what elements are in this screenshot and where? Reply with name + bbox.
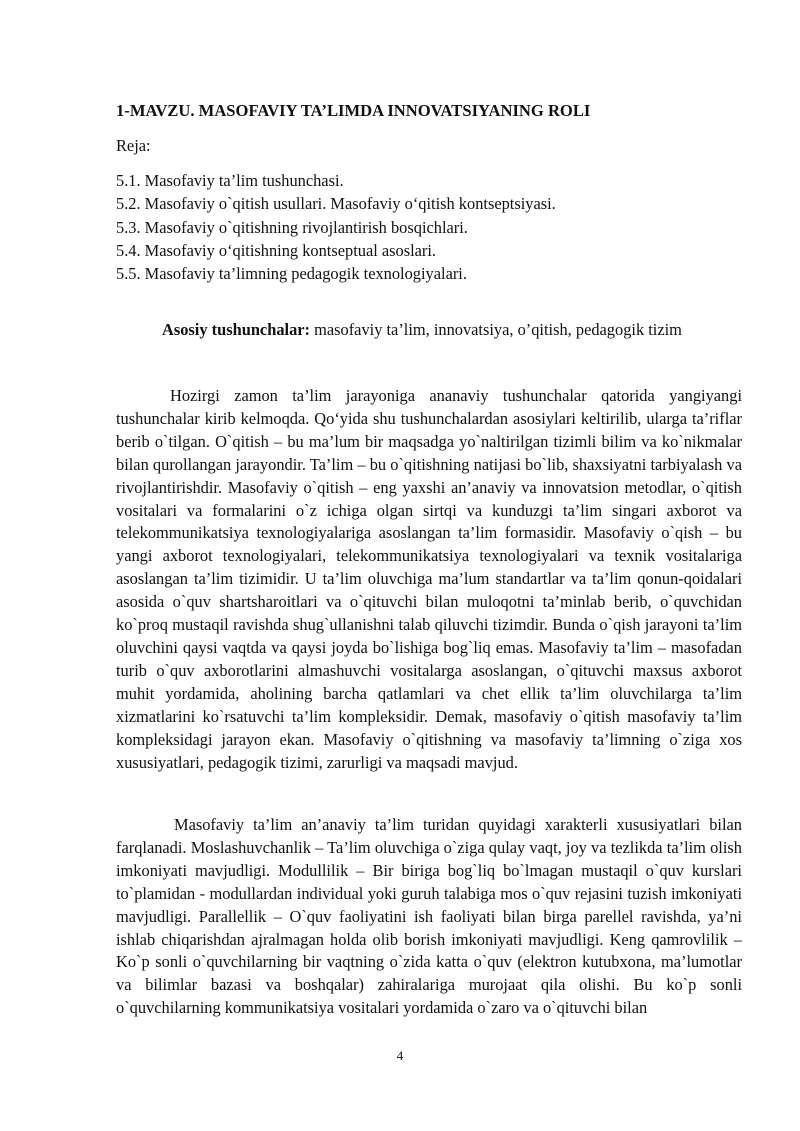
plan-item: 5.1. Masofaviy ta’lim tushunchasi. [116,171,344,190]
plan-item: 5.3. Masofaviy o`qitishning rivojlantirish bosqichlari. [116,217,468,237]
basic-concepts-text: masofaviy ta’lim, innovatsiya, o’qitish, pedagogik tizim [310,320,682,339]
plan-heading: Reja: [116,136,151,155]
body-paragraph-1: Hozirgi zamon ta’lim jarayoniga ananaviy tushunchalar qatorida yangiyangi tushunchalar kirib kelmoqda. Qo‘yida shu tushunchalardan asosiylari keltirilib, ularga ta’riflar berib o`tilgan. O`qitish – bu ma’lum bir maqsadga yo`naltirilgan tizimli bilim va ko`nikmalar bilan qurollangan jarayondir. Ta’lim – bu o`qitishning natijasi bo`lib, shaxsiyatni tarbiyalash va rivojlantirishdir. Masofaviy o`qitish – eng yaxshi an’anaviy va innovatsion metodlar, o`qitish vositalari va formalarini o`z ichiga olgan sirtqi va kunduzgi ta’lim singari axborot va telekommunikatsiya texnologiyalariga asoslangan ta’lim formasidir. Masofaviy o`qish – bu yangi axborot texnologiyalari, telekommunikatsiya texnologiyalari va texnik vositalariga asoslangan ta’lim tizimidir. U ta’lim oluvchiga ma’lum standartlar va ta’lim qonun-qoidalari asosida o`quv shartsharoitlari va o`qituvchi bilan muloqotni ta’minlab berib, o`quvchidan ko`proq mustaqil ravishda shug`ullanishni talab qiluvchi tizimdir. Bunda o`qish jarayoni ta’lim oluvchini qaysi vaqtda va qaysi joyda bo`lishiga bog`liq emas. Masofaviy ta’lim – masofadan turib o`quv axborotlarini almashuvchi vositalarga asoslangan, o`qituvchi maxsus axborot muhit yordamida, aholining barcha qatlamlari va chet ellik ta’lim oluvchilarga ta’lim xizmatlarini ko`rsatuvchi ta’lim kompleksidir. Demak, masofaviy o`qitish masofaviy ta’lim kompleksidagi jarayon ekan. Masofaviy o`qitishning va masofaviy ta’limning o`ziga xos xususiyatlari, pedagogik tizimi, zarurligi va maqsadi mavjud. [116,386,742,772]
body-paragraph-2: Masofaviy ta’lim an’anaviy ta’lim turidan quyidagi xarakterli xususiyatlari bilan farqlanadi. Moslashuvchanlik – Ta’lim oluvchiga o`ziga qulay vaqt, joy va tezlikda ta’lim olish imkoniyati mavjudligi. Modullilik – Bir biriga bog`liq bo`lmagan mustaqil o`quv kurslari to`plamidan - modullardan individual yoki guruh talabiga mos o`quv rejasini tuzish imkoniyati mavjudligi. Parallellik – O`quv faoliyatini ish faoliyati bilan birga parellel ravishda, ya’ni ishlab chiqarishdan ajralmagan holda olib borish imkoniyati mavjudligi. Keng qamrovlilik – Ko`p sonli o`quvchilarning bir vaqtning o`zida katta o`quv (elektron kutubxona, ma’lumotlar va bilimlar bazasi va boshqalar) zahiralariga murojaat qila olishi. Bu ko`p sonli o`quvchilarning kommunikatsiya vositalari yordamida o`zaro va o`qituvchi bilan [116,815,742,1018]
plan-list [116,169,556,285]
page-title: 1-MAVZU. MASOFAVIY TA’LIMDA INNOVATSIYANING ROLI [116,101,591,120]
basic-concepts-label: Asosiy tushunchalar: [162,320,311,339]
plan-item: 5.5. Masofaviy ta’limning pedagogik texnologiyalari. [116,264,467,284]
basic-concepts [116,318,742,341]
plan-item: 5.4. Masofaviy o‘qitishning kontseptual asoslari. [116,240,437,260]
plan-item: 5.2. Masofaviy o`qitish usullari. Masofaviy o‘qitish kontseptsiyasi. [116,194,556,214]
page-number: 4 [396,1048,404,1063]
